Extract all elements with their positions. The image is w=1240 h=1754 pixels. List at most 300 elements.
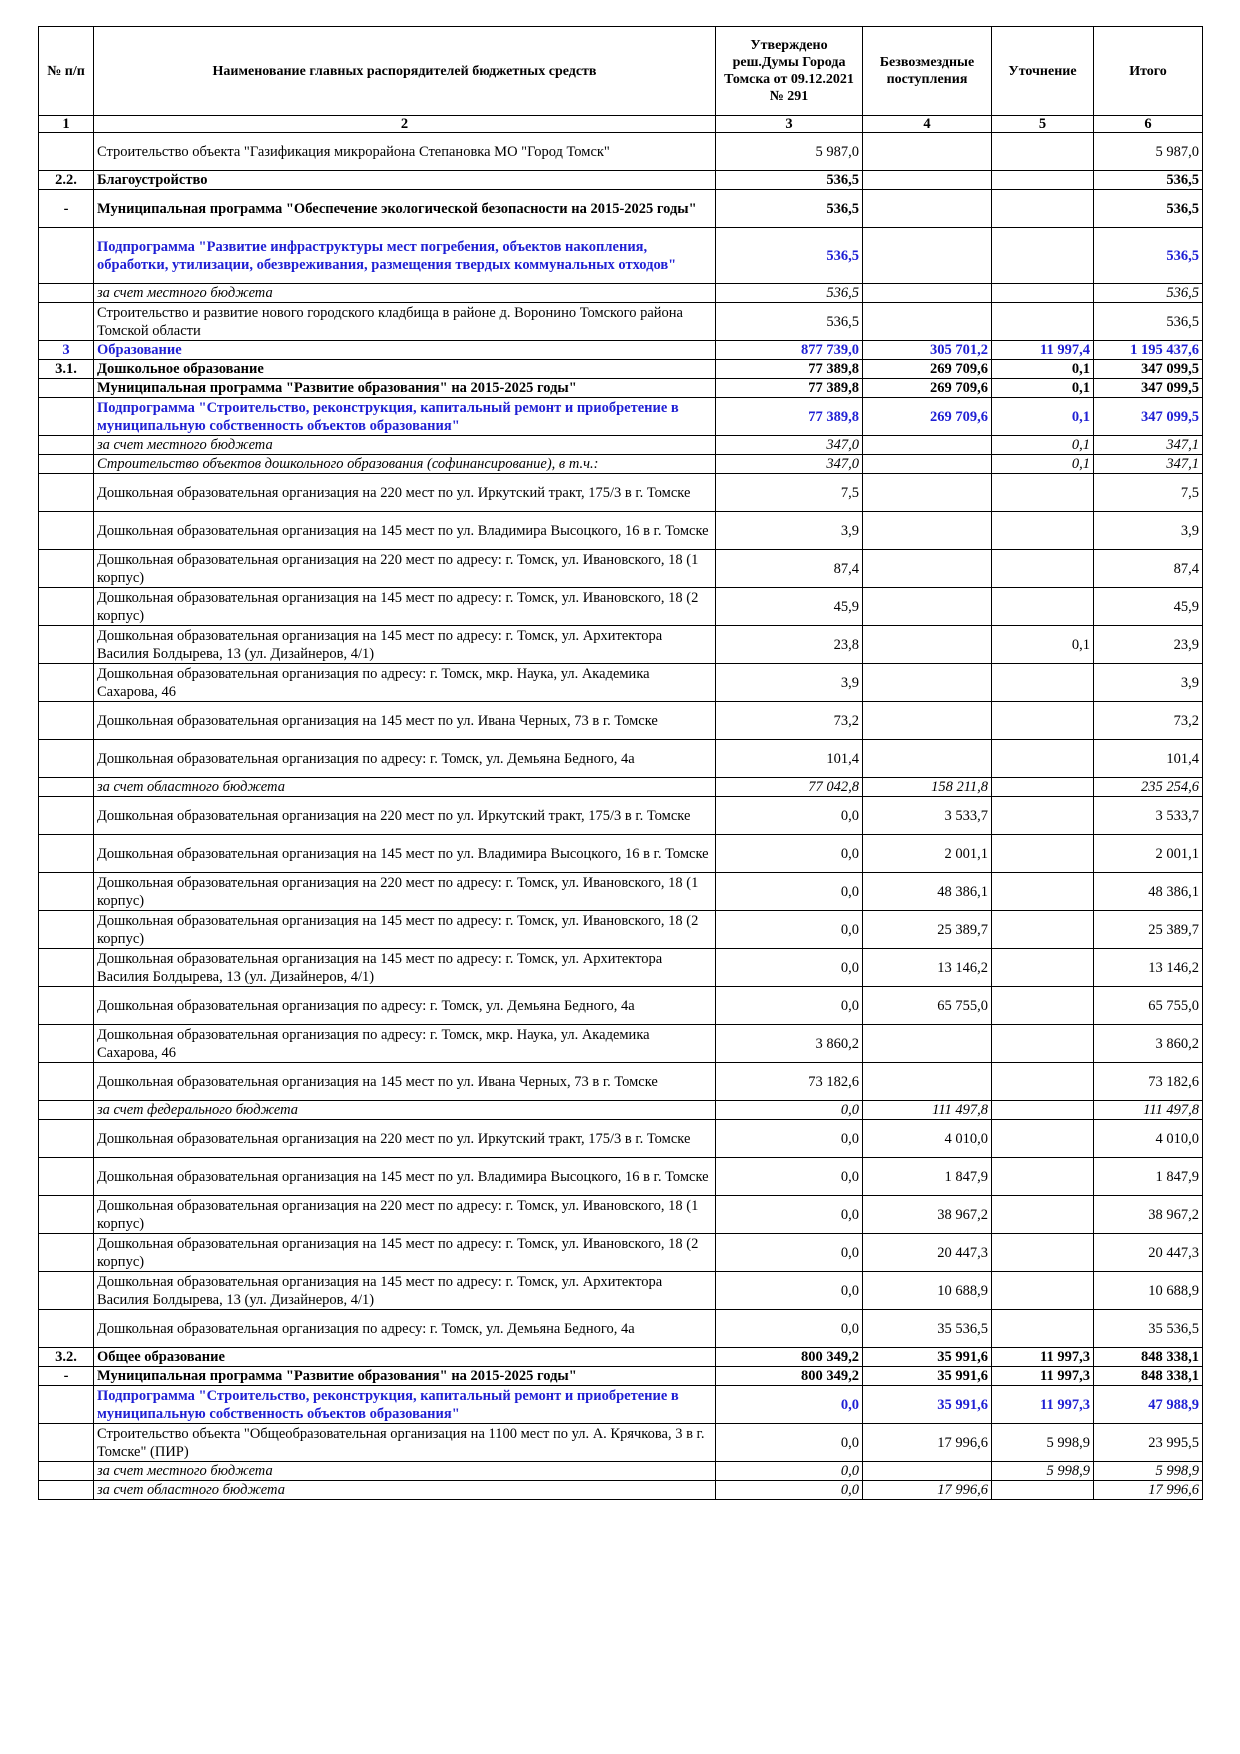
row-approved-value: 0,0	[716, 911, 863, 949]
row-grants-value	[863, 1063, 992, 1101]
row-approved-value: 5 987,0	[716, 133, 863, 171]
row-name: Благоустройство	[94, 171, 716, 190]
row-adjustment-value: 0,1	[992, 626, 1094, 664]
row-grants-value: 35 991,6	[863, 1367, 992, 1386]
row-name: Дошкольная образовательная организация на 145 мест по ул. Ивана Черных, 73 в г. Томске	[94, 702, 716, 740]
row-total-value: 1 847,9	[1094, 1158, 1203, 1196]
row-name: Дошкольная образовательная организация на 220 мест по адресу: г. Томск, ул. Ивановского, 18 (1 корпус)	[94, 873, 716, 911]
row-name: Дошкольная образовательная организация на 145 мест по адресу: г. Томск, ул. Ивановского, 18 (2 корпус)	[94, 911, 716, 949]
row-adjustment-value	[992, 987, 1094, 1025]
row-approved-value: 77 389,8	[716, 379, 863, 398]
row-adjustment-value	[992, 1234, 1094, 1272]
table-row	[39, 702, 1203, 740]
row-grants-value	[863, 190, 992, 228]
row-grants-value	[863, 664, 992, 702]
row-approved-value: 0,0	[716, 1120, 863, 1158]
row-total-value: 73 182,6	[1094, 1063, 1203, 1101]
row-grants-value: 269 709,6	[863, 398, 992, 436]
row-adjustment-value	[992, 171, 1094, 190]
column-number: 4	[863, 116, 992, 133]
row-total-value: 45,9	[1094, 588, 1203, 626]
row-name: Муниципальная программа "Обеспечение экологической безопасности на 2015-2025 годы"	[94, 190, 716, 228]
row-approved-value: 0,0	[716, 1158, 863, 1196]
row-name: Дошкольная образовательная организация на 145 мест по адресу: г. Томск, ул. Ивановского, 18 (2 корпус)	[94, 1234, 716, 1272]
table-row	[39, 588, 1203, 626]
row-adjustment-value: 0,1	[992, 398, 1094, 436]
row-adjustment-value: 5 998,9	[992, 1424, 1094, 1462]
table-body	[39, 133, 1203, 1500]
row-name: Дошкольная образовательная организация на 145 мест по адресу: г. Томск, ул. Архитектора Василия Болдырева, 13 (ул. Дизайнеров, 4/1)	[94, 626, 716, 664]
row-number	[39, 1196, 94, 1234]
table-row	[39, 303, 1203, 341]
row-grants-value	[863, 550, 992, 588]
row-total-value: 23 995,5	[1094, 1424, 1203, 1462]
row-adjustment-value	[992, 873, 1094, 911]
row-approved-value: 536,5	[716, 190, 863, 228]
row-number	[39, 1424, 94, 1462]
row-adjustment-value	[992, 797, 1094, 835]
row-total-value: 347,1	[1094, 455, 1203, 474]
row-grants-value	[863, 512, 992, 550]
row-total-value: 3 533,7	[1094, 797, 1203, 835]
row-approved-value: 3,9	[716, 512, 863, 550]
row-adjustment-value	[992, 303, 1094, 341]
row-approved-value: 0,0	[716, 1462, 863, 1481]
row-number: -	[39, 1367, 94, 1386]
row-name: Дошкольная образовательная организация по адресу: г. Томск, ул. Демьяна Бедного, 4а	[94, 740, 716, 778]
row-adjustment-value	[992, 133, 1094, 171]
column-number: 2	[94, 116, 716, 133]
table-row	[39, 835, 1203, 873]
row-name: Дошкольная образовательная организация по адресу: г. Томск, мкр. Наука, ул. Академика Сахарова, 46	[94, 664, 716, 702]
header-row	[39, 27, 1203, 116]
row-grants-value	[863, 284, 992, 303]
table-row	[39, 398, 1203, 436]
row-total-value: 347 099,5	[1094, 360, 1203, 379]
row-approved-value: 536,5	[716, 284, 863, 303]
header-approved: Утверждено реш.Думы Города Томска от 09.12.2021 № 291	[716, 27, 863, 116]
row-number	[39, 1310, 94, 1348]
row-number: 3.2.	[39, 1348, 94, 1367]
row-total-value: 20 447,3	[1094, 1234, 1203, 1272]
row-total-value: 23,9	[1094, 626, 1203, 664]
row-total-value: 3,9	[1094, 512, 1203, 550]
row-grants-value: 35 991,6	[863, 1386, 992, 1424]
table-row	[39, 512, 1203, 550]
row-grants-value	[863, 436, 992, 455]
row-total-value: 13 146,2	[1094, 949, 1203, 987]
row-adjustment-value	[992, 1481, 1094, 1500]
row-name: Дошкольная образовательная организация на 220 мест по ул. Иркутский тракт, 175/3 в г. Томске	[94, 474, 716, 512]
row-name: за счет местного бюджета	[94, 284, 716, 303]
row-name: Дошкольная образовательная организация на 145 мест по адресу: г. Томск, ул. Ивановского, 18 (2 корпус)	[94, 588, 716, 626]
row-approved-value: 0,0	[716, 1272, 863, 1310]
row-approved-value: 800 349,2	[716, 1367, 863, 1386]
row-approved-value: 73,2	[716, 702, 863, 740]
row-name: Муниципальная программа "Развитие образования" на 2015-2025 годы"	[94, 1367, 716, 1386]
row-grants-value	[863, 588, 992, 626]
row-approved-value: 536,5	[716, 228, 863, 284]
column-number: 5	[992, 116, 1094, 133]
row-grants-value: 10 688,9	[863, 1272, 992, 1310]
table-row	[39, 171, 1203, 190]
table-row	[39, 550, 1203, 588]
table-row	[39, 379, 1203, 398]
row-grants-value	[863, 228, 992, 284]
column-number: 3	[716, 116, 863, 133]
row-name: за счет областного бюджета	[94, 778, 716, 797]
row-number	[39, 1481, 94, 1500]
row-approved-value: 87,4	[716, 550, 863, 588]
row-name: за счет областного бюджета	[94, 1481, 716, 1500]
row-grants-value: 35 536,5	[863, 1310, 992, 1348]
row-total-value: 347 099,5	[1094, 398, 1203, 436]
row-grants-value: 269 709,6	[863, 379, 992, 398]
row-total-value: 536,5	[1094, 228, 1203, 284]
row-grants-value: 1 847,9	[863, 1158, 992, 1196]
row-total-value: 38 967,2	[1094, 1196, 1203, 1234]
row-approved-value: 23,8	[716, 626, 863, 664]
row-adjustment-value	[992, 474, 1094, 512]
row-grants-value	[863, 1462, 992, 1481]
row-adjustment-value: 11 997,3	[992, 1367, 1094, 1386]
row-number	[39, 664, 94, 702]
row-grants-value	[863, 303, 992, 341]
table-row	[39, 1462, 1203, 1481]
row-approved-value: 0,0	[716, 1386, 863, 1424]
row-total-value: 17 996,6	[1094, 1481, 1203, 1500]
row-adjustment-value	[992, 1196, 1094, 1234]
column-number: 1	[39, 116, 94, 133]
table-row	[39, 626, 1203, 664]
row-name: Дошкольная образовательная организация на 220 мест по ул. Иркутский тракт, 175/3 в г. Томске	[94, 797, 716, 835]
row-approved-value: 0,0	[716, 1481, 863, 1500]
table-row	[39, 190, 1203, 228]
table-row	[39, 873, 1203, 911]
row-grants-value: 48 386,1	[863, 873, 992, 911]
row-name: Подпрограмма "Строительство, реконструкция, капитальный ремонт и приобретение в муниципальную собственность объектов образования"	[94, 1386, 716, 1424]
row-adjustment-value	[992, 1158, 1094, 1196]
row-number	[39, 797, 94, 835]
row-number	[39, 911, 94, 949]
row-total-value: 65 755,0	[1094, 987, 1203, 1025]
budget-table-sheet	[38, 26, 1202, 1500]
row-number	[39, 1462, 94, 1481]
row-number	[39, 740, 94, 778]
row-total-value: 1 195 437,6	[1094, 341, 1203, 360]
row-grants-value	[863, 740, 992, 778]
row-total-value: 536,5	[1094, 284, 1203, 303]
row-approved-value: 536,5	[716, 303, 863, 341]
row-number	[39, 702, 94, 740]
row-number	[39, 379, 94, 398]
column-number-row	[39, 116, 1203, 133]
row-adjustment-value	[992, 1063, 1094, 1101]
row-total-value: 347,1	[1094, 436, 1203, 455]
row-adjustment-value: 0,1	[992, 360, 1094, 379]
row-approved-value: 3 860,2	[716, 1025, 863, 1063]
header-number: № п/п	[39, 27, 94, 116]
row-approved-value: 0,0	[716, 1196, 863, 1234]
row-number	[39, 873, 94, 911]
row-grants-value: 2 001,1	[863, 835, 992, 873]
row-adjustment-value: 5 998,9	[992, 1462, 1094, 1481]
row-grants-value: 35 991,6	[863, 1348, 992, 1367]
row-adjustment-value: 0,1	[992, 379, 1094, 398]
row-adjustment-value	[992, 702, 1094, 740]
row-adjustment-value	[992, 1310, 1094, 1348]
header-grants: Безвозмездные поступления	[863, 27, 992, 116]
row-grants-value: 111 497,8	[863, 1101, 992, 1120]
row-name: Муниципальная программа "Развитие образования" на 2015-2025 годы"	[94, 379, 716, 398]
row-name: за счет местного бюджета	[94, 1462, 716, 1481]
row-total-value: 10 688,9	[1094, 1272, 1203, 1310]
row-name: Дошкольная образовательная организация на 145 мест по ул. Владимира Высоцкого, 16 в г. Томске	[94, 1158, 716, 1196]
row-approved-value: 877 739,0	[716, 341, 863, 360]
row-grants-value: 17 996,6	[863, 1424, 992, 1462]
table-row	[39, 1481, 1203, 1500]
table-row	[39, 1310, 1203, 1348]
row-adjustment-value	[992, 1025, 1094, 1063]
row-name: Подпрограмма "Развитие инфраструктуры мест погребения, объектов накопления, обработки, утилизации, обезвреживания, размещения твердых коммунальных отходов"	[94, 228, 716, 284]
row-approved-value: 77 389,8	[716, 360, 863, 379]
row-grants-value: 25 389,7	[863, 911, 992, 949]
row-adjustment-value: 0,1	[992, 455, 1094, 474]
row-approved-value: 45,9	[716, 588, 863, 626]
header-adjustment: Уточнение	[992, 27, 1094, 116]
row-number	[39, 284, 94, 303]
table-row	[39, 436, 1203, 455]
table-row	[39, 740, 1203, 778]
row-approved-value: 0,0	[716, 1424, 863, 1462]
row-grants-value	[863, 702, 992, 740]
row-number	[39, 835, 94, 873]
table-row	[39, 949, 1203, 987]
row-approved-value: 0,0	[716, 1310, 863, 1348]
row-approved-value: 77 389,8	[716, 398, 863, 436]
row-name: Дошкольная образовательная организация по адресу: г. Томск, ул. Демьяна Бедного, 4а	[94, 987, 716, 1025]
table-row	[39, 1196, 1203, 1234]
row-approved-value: 0,0	[716, 1101, 863, 1120]
row-approved-value: 0,0	[716, 949, 863, 987]
row-approved-value: 800 349,2	[716, 1348, 863, 1367]
row-approved-value: 3,9	[716, 664, 863, 702]
row-number	[39, 949, 94, 987]
row-total-value: 48 386,1	[1094, 873, 1203, 911]
row-approved-value: 536,5	[716, 171, 863, 190]
table-row	[39, 1063, 1203, 1101]
row-approved-value: 347,0	[716, 455, 863, 474]
row-grants-value: 20 447,3	[863, 1234, 992, 1272]
table-row	[39, 1158, 1203, 1196]
table-row	[39, 1101, 1203, 1120]
row-number	[39, 550, 94, 588]
row-approved-value: 0,0	[716, 835, 863, 873]
table-row	[39, 1424, 1203, 1462]
table-row	[39, 1025, 1203, 1063]
table-row	[39, 797, 1203, 835]
row-grants-value: 3 533,7	[863, 797, 992, 835]
row-grants-value	[863, 1025, 992, 1063]
row-number	[39, 455, 94, 474]
row-total-value: 536,5	[1094, 171, 1203, 190]
row-name: Дошкольная образовательная организация по адресу: г. Томск, мкр. Наука, ул. Академика Сахарова, 46	[94, 1025, 716, 1063]
row-grants-value	[863, 171, 992, 190]
row-total-value: 5 998,9	[1094, 1462, 1203, 1481]
row-name: Строительство и развитие нового городского кладбища в районе д. Воронино Томского района Томской области	[94, 303, 716, 341]
row-name: Строительство объекта "Газификация микрорайона Степановка МО "Город Томск"	[94, 133, 716, 171]
row-name: Образование	[94, 341, 716, 360]
table-row	[39, 228, 1203, 284]
row-name: Дошкольная образовательная организация по адресу: г. Томск, ул. Демьяна Бедного, 4а	[94, 1310, 716, 1348]
row-number	[39, 1101, 94, 1120]
row-adjustment-value	[992, 949, 1094, 987]
row-total-value: 87,4	[1094, 550, 1203, 588]
table-row	[39, 664, 1203, 702]
row-total-value: 235 254,6	[1094, 778, 1203, 797]
row-grants-value: 38 967,2	[863, 1196, 992, 1234]
table-row	[39, 1234, 1203, 1272]
row-name: Общее образование	[94, 1348, 716, 1367]
row-name: Подпрограмма "Строительство, реконструкция, капитальный ремонт и приобретение в муниципальную собственность объектов образования"	[94, 398, 716, 436]
table-row	[39, 1272, 1203, 1310]
row-total-value: 25 389,7	[1094, 911, 1203, 949]
row-name: Дошкольная образовательная организация на 145 мест по адресу: г. Томск, ул. Архитектора Василия Болдырева, 13 (ул. Дизайнеров, 4/1)	[94, 949, 716, 987]
row-adjustment-value	[992, 1101, 1094, 1120]
row-approved-value: 7,5	[716, 474, 863, 512]
header-name: Наименование главных распорядителей бюджетных средств	[94, 27, 716, 116]
row-total-value: 47 988,9	[1094, 1386, 1203, 1424]
row-total-value: 35 536,5	[1094, 1310, 1203, 1348]
row-number	[39, 1272, 94, 1310]
row-approved-value: 101,4	[716, 740, 863, 778]
row-total-value: 848 338,1	[1094, 1348, 1203, 1367]
row-name: Дошкольная образовательная организация на 145 мест по ул. Владимира Высоцкого, 16 в г. Томске	[94, 512, 716, 550]
row-number: 3	[39, 341, 94, 360]
row-adjustment-value: 0,1	[992, 436, 1094, 455]
table-row	[39, 1120, 1203, 1158]
row-number	[39, 626, 94, 664]
row-name: Дошкольная образовательная организация на 220 мест по ул. Иркутский тракт, 175/3 в г. Томске	[94, 1120, 716, 1158]
row-total-value: 3 860,2	[1094, 1025, 1203, 1063]
row-number	[39, 436, 94, 455]
row-total-value: 536,5	[1094, 303, 1203, 341]
row-adjustment-value: 11 997,3	[992, 1386, 1094, 1424]
row-number	[39, 228, 94, 284]
row-number	[39, 778, 94, 797]
row-total-value: 848 338,1	[1094, 1367, 1203, 1386]
row-number	[39, 1158, 94, 1196]
row-adjustment-value	[992, 835, 1094, 873]
row-adjustment-value	[992, 512, 1094, 550]
row-total-value: 3,9	[1094, 664, 1203, 702]
row-total-value: 2 001,1	[1094, 835, 1203, 873]
column-number: 6	[1094, 116, 1203, 133]
row-adjustment-value	[992, 911, 1094, 949]
row-number	[39, 1120, 94, 1158]
row-number	[39, 987, 94, 1025]
row-grants-value: 17 996,6	[863, 1481, 992, 1500]
row-total-value: 4 010,0	[1094, 1120, 1203, 1158]
row-grants-value	[863, 474, 992, 512]
row-name: Дошкольная образовательная организация на 145 мест по адресу: г. Томск, ул. Архитектора Василия Болдырева, 13 (ул. Дизайнеров, 4/1)	[94, 1272, 716, 1310]
row-name: Дошкольная образовательная организация на 145 мест по ул. Владимира Высоцкого, 16 в г. Томске	[94, 835, 716, 873]
row-name: Дошкольная образовательная организация на 145 мест по ул. Ивана Черных, 73 в г. Томске	[94, 1063, 716, 1101]
row-grants-value: 158 211,8	[863, 778, 992, 797]
row-grants-value	[863, 455, 992, 474]
row-grants-value: 13 146,2	[863, 949, 992, 987]
budget-table	[38, 26, 1203, 1500]
row-approved-value: 0,0	[716, 873, 863, 911]
row-total-value: 101,4	[1094, 740, 1203, 778]
row-adjustment-value	[992, 284, 1094, 303]
row-adjustment-value: 11 997,4	[992, 341, 1094, 360]
table-row	[39, 987, 1203, 1025]
row-number	[39, 1386, 94, 1424]
row-name: Дошкольная образовательная организация на 220 мест по адресу: г. Томск, ул. Ивановского, 18 (1 корпус)	[94, 1196, 716, 1234]
row-number	[39, 1025, 94, 1063]
table-row	[39, 1348, 1203, 1367]
row-total-value: 536,5	[1094, 190, 1203, 228]
row-adjustment-value	[992, 664, 1094, 702]
row-approved-value: 347,0	[716, 436, 863, 455]
row-grants-value	[863, 626, 992, 664]
table-row	[39, 133, 1203, 171]
table-row	[39, 284, 1203, 303]
row-number	[39, 474, 94, 512]
table-row	[39, 778, 1203, 797]
row-number	[39, 1063, 94, 1101]
row-name: за счет федерального бюджета	[94, 1101, 716, 1120]
row-adjustment-value	[992, 740, 1094, 778]
row-name: Строительство объектов дошкольного образования (софинансирование), в т.ч.:	[94, 455, 716, 474]
row-adjustment-value	[992, 778, 1094, 797]
table-row	[39, 455, 1203, 474]
table-row	[39, 360, 1203, 379]
row-grants-value: 65 755,0	[863, 987, 992, 1025]
row-adjustment-value	[992, 550, 1094, 588]
table-row	[39, 341, 1203, 360]
row-adjustment-value: 11 997,3	[992, 1348, 1094, 1367]
row-grants-value: 269 709,6	[863, 360, 992, 379]
row-number	[39, 588, 94, 626]
row-approved-value: 0,0	[716, 797, 863, 835]
header-total: Итого	[1094, 27, 1203, 116]
row-number	[39, 133, 94, 171]
row-approved-value: 73 182,6	[716, 1063, 863, 1101]
row-number	[39, 1234, 94, 1272]
table-row	[39, 1386, 1203, 1424]
row-approved-value: 0,0	[716, 987, 863, 1025]
row-name: за счет местного бюджета	[94, 436, 716, 455]
row-grants-value: 4 010,0	[863, 1120, 992, 1158]
table-row	[39, 1367, 1203, 1386]
row-name: Дошкольная образовательная организация на 220 мест по адресу: г. Томск, ул. Ивановского, 18 (1 корпус)	[94, 550, 716, 588]
row-number	[39, 512, 94, 550]
row-approved-value: 77 042,8	[716, 778, 863, 797]
row-number: 2.2.	[39, 171, 94, 190]
row-name: Строительство объекта "Общеобразовательная организация на 1100 мест по ул. А. Крячкова, 3 в г. Томске" (ПИР)	[94, 1424, 716, 1462]
row-name: Дошкольное образование	[94, 360, 716, 379]
row-number	[39, 398, 94, 436]
row-adjustment-value	[992, 588, 1094, 626]
row-adjustment-value	[992, 1120, 1094, 1158]
row-total-value: 5 987,0	[1094, 133, 1203, 171]
row-total-value: 7,5	[1094, 474, 1203, 512]
row-approved-value: 0,0	[716, 1234, 863, 1272]
row-adjustment-value	[992, 228, 1094, 284]
row-total-value: 347 099,5	[1094, 379, 1203, 398]
